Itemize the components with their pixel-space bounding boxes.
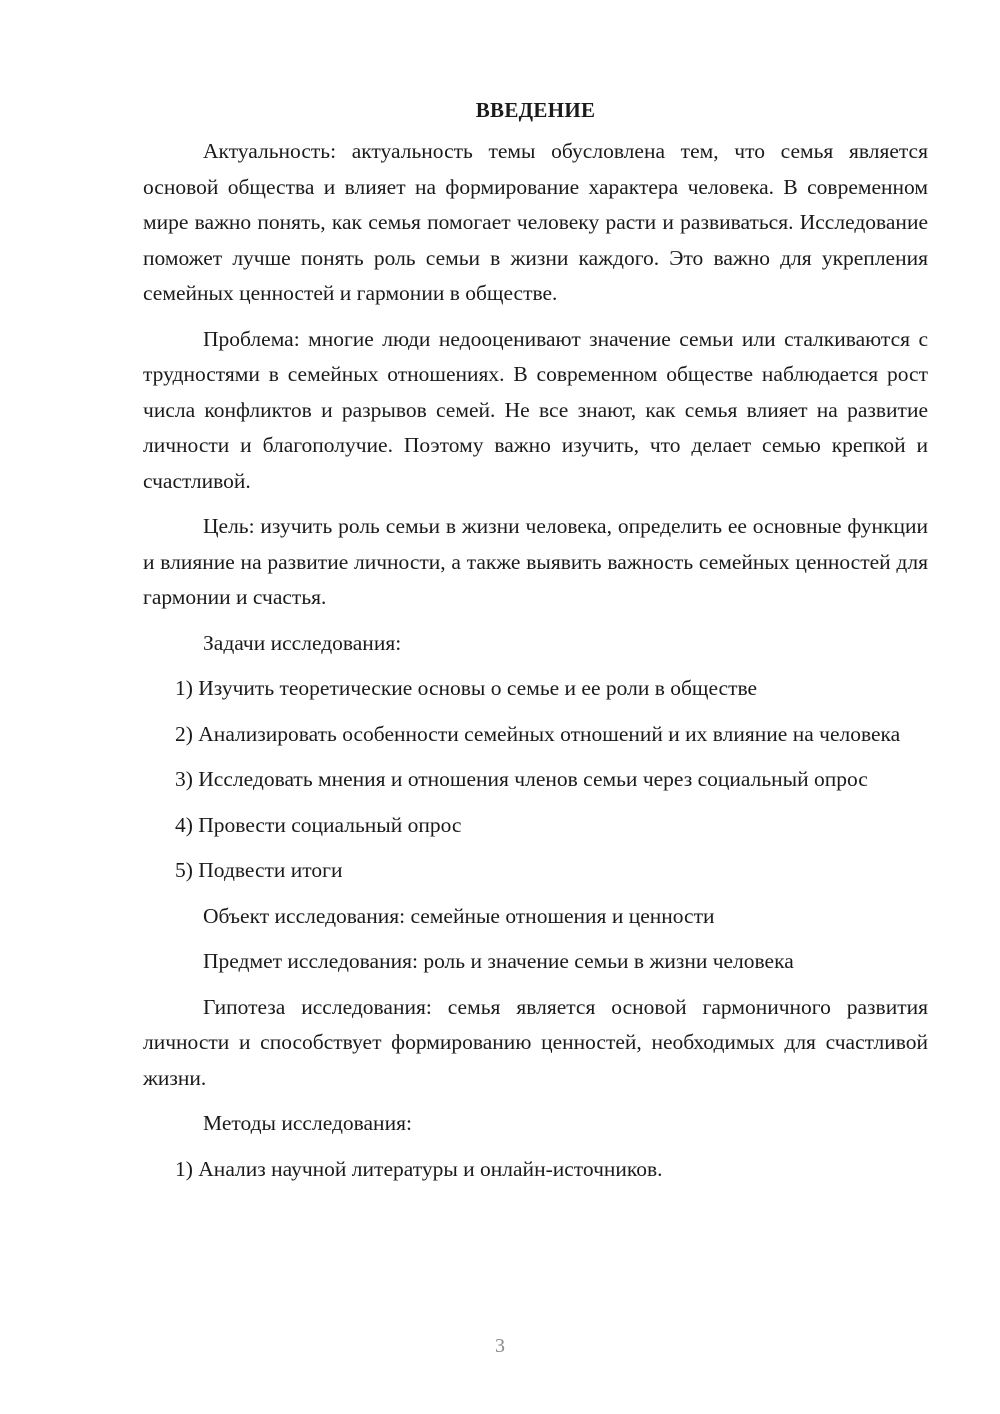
research-object: Объект исследования: семейные отношения и ценности [203,903,715,928]
hypothesis-paragraph: Гипотеза исследования: семья является основой гармоничного развития личности и способствует формированию ценностей, необходимых для счастливой жизни. [143,994,928,1090]
page-number: 3 [495,1335,505,1357]
relevance-paragraph: Актуальность: актуальность темы обусловлена тем, что семья является основой общества и влияет на формирование характера человека. В современном мире важно понять, как семья помогает человеку расти и развиваться. Исследование поможет лучше понять роль семьи в жизни каждого. Это важно для укрепления семейных ценностей и гармонии в обществе. [143,139,928,305]
section-heading: ВВЕДЕНИЕ [475,98,596,122]
task-item: 2) Анализировать особенности семейных отношений и их влияние на человека [175,721,901,746]
goal-paragraph: Цель: изучить роль семьи в жизни человека, определить ее основные функции и влияние на развитие личности, а также выявить важность семейных ценностей для гармонии и счастья. [143,514,928,609]
research-subject: Предмет исследования: роль и значение семьи в жизни человека [203,949,794,973]
task-item: 4) Провести социальный опрос [175,812,462,837]
tasks-title: Задачи исследования: [203,630,402,655]
task-item: 3) Исследовать мнения и отношения членов семьи через социальный опрос [175,767,868,791]
page-content [143,92,928,1197]
method-item: 1) Анализ научной литературы и онлайн-источников. [175,1156,663,1181]
methods-title: Методы исследования: [203,1111,412,1135]
problem-paragraph: Проблема: многие люди недооценивают значение семьи или сталкиваются с трудностями в семейных отношениях. В современном обществе наблюдается рост числа конфликтов и разрывов семей. Не все знают, как семья влияет на развитие личности и благополучие. Поэтому важно изучить, что делает семью крепкой и счастливой. [143,326,928,493]
task-item: 1) Изучить теоретические основы о семье и ее роли в обществе [175,676,758,700]
task-item: 5) Подвести итоги [175,858,343,882]
